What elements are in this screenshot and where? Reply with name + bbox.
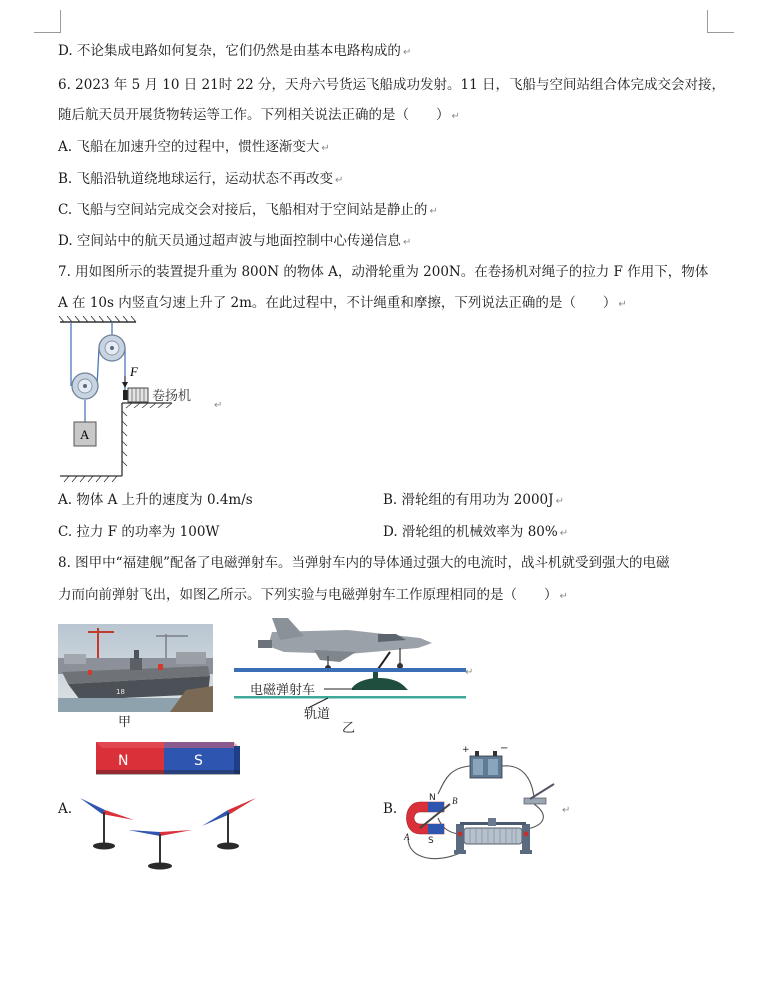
page-corner-mark-top-right [707,10,734,33]
battery-plus-label: + [462,745,470,755]
u-magnet-n-label: N [429,793,436,803]
figure-jia-carrier-photo [58,624,213,712]
q8-option-b-letter: B. [383,801,398,817]
q6-option-b: B. 飞船沿轨道绕地球运行，运动状态不再改变 ↵ [58,171,344,187]
q6-option-a: A. 飞船在加速升空的过程中，惯性逐渐变大 ↵ [58,139,330,155]
battery-minus-label: − [500,743,509,754]
force-f-label: F [130,364,138,379]
figure-yi-catapult [228,610,473,734]
q7-pulley-figure [56,316,226,482]
q6-stem-line1: 6. 2023 年 5 月 10 日 21时 22 分，天舟六号货运飞船成功发射。11 日，飞船与空间站组合体完成交会对接， [58,77,725,93]
q6-stem-line2: 随后航天员开展货物转运等工作。下列相关说法正确的是（ ） ↵ [58,107,460,123]
q7-stem-line2: A 在 10s 内竖直匀速上升了 2m。在此过程中，不计绳重和摩擦，下列说法正确的是（ ） ↵ [58,295,627,311]
u-magnet-s-label: S [428,836,434,846]
rod-end-b-label: B [452,796,458,806]
q8-option-b-para-mark: ↵ [562,805,571,816]
q7-stem-line1: 7. 用如图所示的装置提升重为 800N 的物体 A，动滑轮重为 200N。在卷扬机对绳子的拉力 F 作用下，物体 [58,264,709,280]
q6-option-d: D. 空间站中的航天员通过超声波与地面控制中心传递信息 ↵ [58,233,412,249]
winch-label: 卷扬机 [152,389,192,404]
catapult-label: 电磁弹射车 [250,683,316,698]
bar-magnet-n-label: N [118,753,129,769]
q5-option-d: D. 不论集成电路如何复杂，它们仍然是由基本电路构成的 ↵ [58,43,412,59]
block-a-label: A [80,427,90,442]
svg-text:18: 18 [116,688,125,696]
q8-option-a-letter: A. [58,801,73,817]
q8-stem-line2: 力而向前弹射飞出，如图乙所示。下列实验与电磁弹射车工作原理相同的是（ ） ↵ [58,587,568,603]
rod-end-a-label: A [404,832,410,842]
track-label: 轨道 [304,707,331,722]
q7-option-b: B. 滑轮组的有用功为 2000J ↵ [383,492,564,508]
q8-option-b-circuit-figure [398,742,570,870]
figure-yi-caption: 乙 [342,721,356,734]
q8-option-a-magnet-compass-figure [78,740,268,872]
q6-option-c: C. 飞船与空间站完成交会对接后，飞船相对于空间站是静止的 ↵ [58,202,438,218]
q7-figure-para-mark: ↵ [214,400,223,411]
bar-magnet-s-label: S [194,753,203,769]
q8-stem-line1: 8. 图甲中“福建舰”配备了电磁弹射车。当弹射车内的导体通过强大的电流时，战斗机就受到强大的电磁 [58,555,670,571]
figure-yi-para-mark: ↵ [465,667,474,678]
q7-option-d: D. 滑轮组的机械效率为 80% ↵ [383,524,569,540]
figure-jia-caption: 甲 [118,715,132,730]
q7-option-c: C. 拉力 F 的功率为 100W [58,524,220,540]
page-corner-mark-top-left [34,10,61,33]
q7-option-a: A. 物体 A 上升的速度为 0.4m/s [58,492,253,508]
